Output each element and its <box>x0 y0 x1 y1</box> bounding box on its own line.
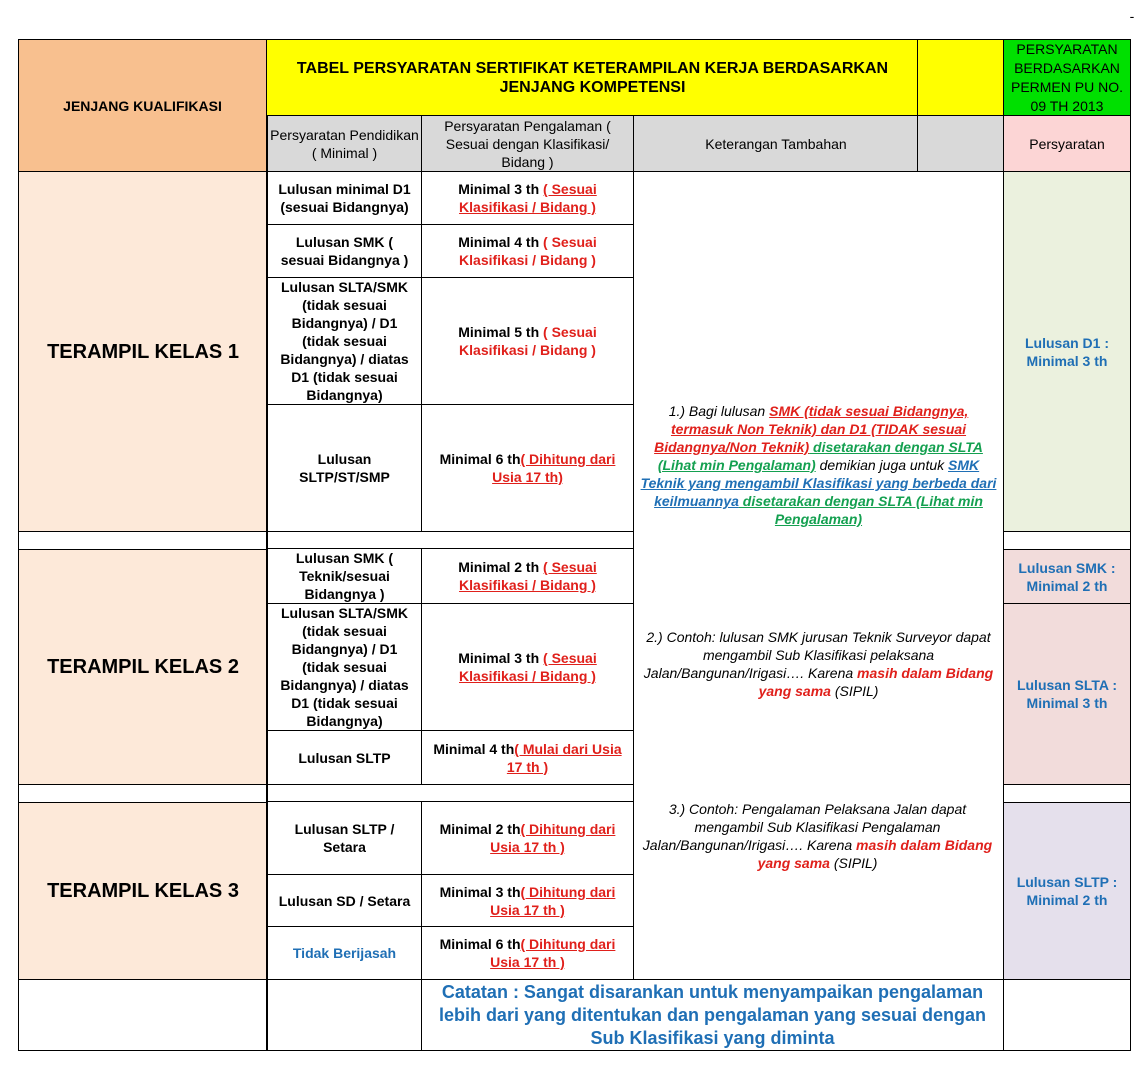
table-title: TABEL PERSYARATAN SERTIFIKAT KETERAMPILAN KERJA BERDASARKAN JENJANG KOMPETENSI <box>267 39 918 116</box>
k2-exp-2-value: Minimal 3 th <box>458 650 540 666</box>
k2-edu-3: Lulusan SLTP <box>267 731 421 785</box>
k3-exp-2 <box>421 875 633 927</box>
divider-left-spacer-1 <box>18 532 19 549</box>
permen-spacer-2 <box>1003 785 1131 802</box>
note-1-part-a: 1.) Bagi lulusan <box>668 403 770 419</box>
k1-exp-4-value: Minimal 6 th <box>439 451 521 467</box>
k2-edu-1: Lulusan SMK ( Teknik/sesuai Bidangnya ) <box>267 549 421 604</box>
k1-exp-4 <box>421 405 633 532</box>
footer-left-cell <box>18 980 267 1051</box>
divider-level-col-1 <box>266 39 267 1051</box>
k1-exp-1-note: ( Sesuai Klasifikasi / Bidang ) <box>459 181 597 215</box>
note-3-part-b: masih dalam Bidang yang sama <box>757 837 993 871</box>
k1-edu-4: Lulusan SLTP/ST/SMP <box>267 405 421 532</box>
k1-edu-3: Lulusan SLTA/SMK (tidak sesuai Bidangnya) / D1 (tidak sesuai Bidangnya) / diatas D1 (tidak sesuai Bidangnya) <box>267 278 421 405</box>
note-3-part-c: (SIPIL) <box>829 855 878 871</box>
divider-left-spacer-2 <box>18 785 19 802</box>
k3-edu-3: Tidak Berijasah <box>267 927 421 980</box>
k2-exp-1-value: Minimal 2 th <box>458 559 540 575</box>
k3-exp-3-note: ( Dihitung dari Usia 17 th ) <box>490 936 616 970</box>
k1-exp-3-note: ( Sesuai Klasifikasi / Bidang ) <box>459 324 597 358</box>
permen-spacer-1 <box>1003 532 1131 549</box>
note-1-part-e: SMK Teknik yang mengambil Klasifikasi yang berbeda dari keilmuannya <box>640 457 997 509</box>
spacer-row-2 <box>267 785 633 802</box>
k3-exp-2-note: ( Dihitung dari Usia 17 th ) <box>490 883 616 918</box>
title-empty-cell <box>917 39 1004 116</box>
k2-exp-3-value: Minimal 4 th <box>433 740 515 757</box>
col-empty-header <box>917 116 1004 172</box>
k2-exp-2 <box>421 604 633 731</box>
k1-exp-4-note: ( Dihitung dari Usia 17 th) <box>492 451 616 485</box>
k3-exp-3-value: Minimal 6 th <box>439 936 521 952</box>
k1-exp-2-note: ( Sesuai Klasifikasi / Bidang ) <box>459 234 597 268</box>
note-3 <box>640 798 995 874</box>
k1-edu-2: Lulusan SMK ( sesuai Bidangnya ) <box>267 225 421 278</box>
k1-edu-1: Lulusan minimal D1 (sesuai Bidangnya) <box>267 172 421 225</box>
note-1 <box>637 400 1000 530</box>
col-pengalaman-header: Persyaratan Pengalaman ( Sesuai dengan Klasifikasi/ Bidang ) <box>421 116 633 172</box>
corner-mark: - <box>1129 8 1135 24</box>
k1-exp-1 <box>421 172 633 225</box>
note-1-part-f: disetarakan dengan SLTA (Lihat min Pengalaman) <box>738 493 983 527</box>
col-keterangan-header: Keterangan Tambahan <box>633 116 918 172</box>
k3-exp-3 <box>421 927 633 980</box>
header-jenjang-kualifikasi: JENJANG KUALIFIKASI <box>18 39 267 172</box>
permen-header: PERSYARATAN BERDASARKAN PERMEN PU NO. 09 TH 2013 <box>1003 39 1131 116</box>
k2-edu-2: Lulusan SLTA/SMK (tidak sesuai Bidangnya) / D1 (tidak sesuai Bidangnya) / diatas D1 (tidak sesuai Bidangnya) <box>267 604 421 731</box>
k3-exp-2-value: Minimal 3 th <box>439 883 521 900</box>
note-1-part-d: demikian juga untuk <box>815 457 949 473</box>
k1-exp-1-value: Minimal 3 th <box>458 181 540 197</box>
k1-exp-2 <box>421 225 633 278</box>
note-2 <box>634 626 1003 702</box>
note-2-part-a: 2.) Contoh: lulusan SMK jurusan Teknik Surveyor dapat mengambil Sub Klasifikasi pelaksana Jalan/Bangunan/Irigasi…. Karena <box>643 629 991 681</box>
k3-exp-1 <box>421 802 633 875</box>
level-kelas-2: TERAMPIL KELAS 2 <box>18 549 267 785</box>
permen-req-d1: Lulusan D1 : Minimal 3 th <box>1003 172 1131 532</box>
k3-edu-1: Lulusan SLTP / Setara <box>267 802 421 875</box>
k1-exp-3-value: Minimal 5 th <box>458 324 540 340</box>
permen-req-sltp: Lulusan SLTP : Minimal 2 th <box>1003 802 1131 980</box>
permen-req-smk: Lulusan SMK : Minimal 2 th <box>1003 549 1131 604</box>
k1-exp-2-value: Minimal 4 th <box>458 234 540 250</box>
permen-req-slta: Lulusan SLTA : Minimal 3 th <box>1003 604 1131 785</box>
footer-mid-cell <box>267 980 421 1051</box>
note-2-part-b: masih dalam Bidang yang sama <box>758 665 994 699</box>
col-pendidikan-header: Persyaratan Pendidikan ( Minimal ) <box>267 116 421 172</box>
col-persyaratan-header: Persyaratan <box>1003 116 1131 172</box>
level-kelas-3: TERAMPIL KELAS 3 <box>18 802 267 980</box>
spacer-row-1 <box>267 532 633 549</box>
k2-exp-1 <box>421 549 633 604</box>
note-2-part-c: (SIPIL) <box>830 683 879 699</box>
k1-exp-3 <box>421 278 633 405</box>
catatan-note: Catatan : Sangat disarankan untuk menyampaikan pengalaman lebih dari yang ditentukan dan pengalaman yang sesuai dengan Sub Klasifikasi yang diminta <box>421 980 1004 1051</box>
k2-exp-1-note: ( Sesuai Klasifikasi / Bidang ) <box>459 559 597 593</box>
k3-edu-2: Lulusan SD / Setara <box>267 875 421 927</box>
note-1-part-b: SMK (tidak sesuai Bidangnya, termasuk Non Teknik) dan D1 (TIDAK sesuai Bidangnya/Non Teknik) <box>654 403 969 455</box>
k2-exp-3 <box>421 731 633 785</box>
k3-exp-1-note: ( Dihitung dari Usia 17 th ) <box>490 821 616 855</box>
footer-right-cell <box>1003 980 1131 1051</box>
k2-exp-2-note: ( Sesuai Klasifikasi / Bidang ) <box>459 650 597 684</box>
note-3-part-a: 3.) Contoh: Pengalaman Pelaksana Jalan dapat mengambil Sub Klasifikasi Pengalaman Jalan/Bangunan/Irigasi…. Karena <box>642 801 967 853</box>
level-kelas-1: TERAMPIL KELAS 1 <box>18 172 267 532</box>
k2-exp-3-note: ( Mulai dari Usia 17 th ) <box>506 740 622 775</box>
note-1-part-c: disetarakan dengan SLTA (Lihat min Pengalaman) <box>657 439 983 473</box>
k3-exp-1-value: Minimal 2 th <box>439 821 521 837</box>
